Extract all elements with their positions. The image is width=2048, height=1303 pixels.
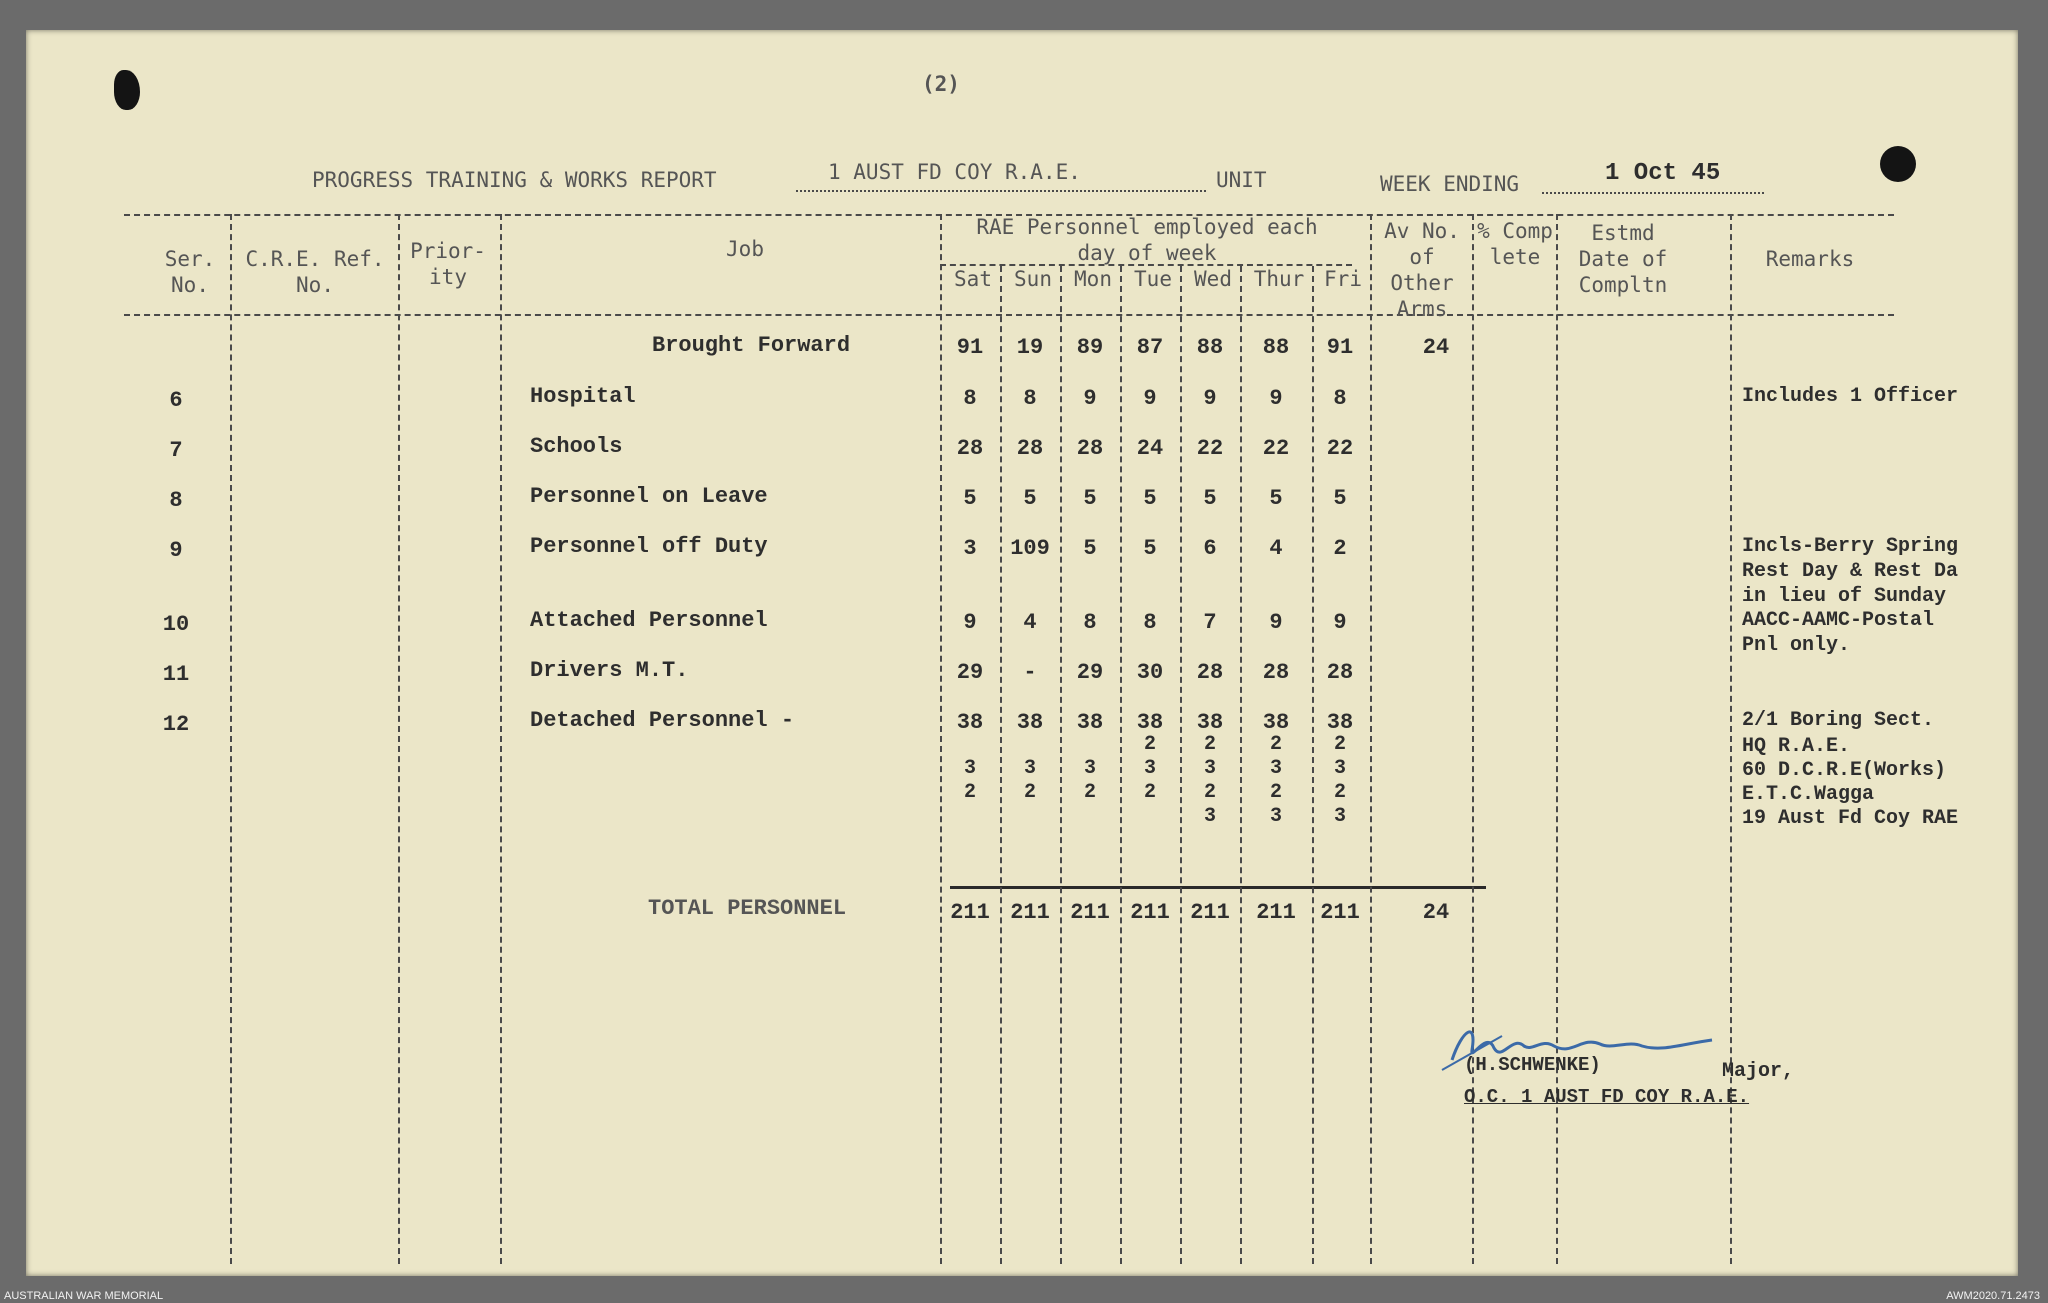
detached-day-value: 2 <box>1333 781 1346 804</box>
col-header-day: Mon <box>1074 267 1112 291</box>
col-header-rae: RAE Personnel employed each day of week <box>976 215 1318 265</box>
detached-day-value: 3 <box>1269 757 1282 780</box>
total-av: 24 <box>1422 900 1450 925</box>
row-day-value: 28 <box>1326 660 1354 685</box>
col-header-remarks: Remarks <box>1765 247 1855 271</box>
report-unit-name: 1 AUST FD COY R.A.E. <box>828 160 1081 184</box>
col-header-est: Estmd Date of Compltn <box>1578 221 1668 297</box>
col-line-mon <box>1060 266 1062 1264</box>
total-day-value: 211 <box>1010 900 1050 925</box>
row-day-value: 9 <box>963 610 977 635</box>
row-day-value: 5 <box>1083 486 1097 511</box>
detached-remark: 19 Aust Fd Coy RAE <box>1742 807 1959 830</box>
row-day-value: 5 <box>1143 536 1157 561</box>
detached-day-value: 3 <box>1023 757 1036 780</box>
brought-forward-day-value: 89 <box>1076 335 1104 360</box>
detached-day-value: 3 <box>1333 805 1346 828</box>
signature-rank: Major, <box>1722 1060 1795 1083</box>
detached-day-value: 2 <box>1143 781 1156 804</box>
detached-day-value: 3 <box>1269 805 1282 828</box>
row-day-value: - <box>1023 660 1037 685</box>
col-line-priority <box>398 214 400 1264</box>
row-day-value: 2 <box>1333 536 1347 561</box>
row-day-value: 38 <box>1262 710 1290 735</box>
report-week-label: WEEK ENDING <box>1380 172 1520 196</box>
row-day-value: 30 <box>1136 660 1164 685</box>
row-day-value: 109 <box>1010 536 1050 561</box>
total-day-value: 211 <box>1320 900 1360 925</box>
row-job: Attached Personnel <box>530 608 768 633</box>
row-day-value: 8 <box>1333 386 1347 411</box>
col-header-av: Av No. of Other Arms <box>1384 219 1460 321</box>
row-day-value: 29 <box>1076 660 1104 685</box>
row-day-value: 5 <box>1023 486 1037 511</box>
detached-day-value: 2 <box>1333 733 1346 756</box>
row-ser-no: 9 <box>169 538 183 563</box>
detached-day-value: 2 <box>1203 781 1216 804</box>
brought-forward-day-value: 91 <box>1326 335 1354 360</box>
row-day-value: 9 <box>1269 610 1283 635</box>
detached-remark: 60 D.C.R.E(Works) <box>1742 759 1947 782</box>
brought-forward-label: Brought Forward <box>652 333 851 358</box>
detached-day-value: 2 <box>1083 781 1096 804</box>
col-header-day: Fri <box>1324 267 1362 291</box>
detached-day-value: 3 <box>1143 757 1156 780</box>
row-day-value: 5 <box>963 486 977 511</box>
detached-day-value: 3 <box>1203 805 1216 828</box>
row-day-value: 5 <box>1083 536 1097 561</box>
row-day-value: 9 <box>1143 386 1157 411</box>
row-day-value: 9 <box>1333 610 1347 635</box>
brought-forward-av: 24 <box>1422 335 1450 360</box>
footer-right: AWM2020.71.2473 <box>1946 1290 2040 1302</box>
detached-remark: E.T.C.Wagga <box>1742 783 1875 806</box>
col-header-day: Sun <box>1014 267 1052 291</box>
row-ser-no: 8 <box>169 488 183 513</box>
row-day-value: 22 <box>1196 436 1224 461</box>
col-line-cre <box>230 214 232 1264</box>
week-dots <box>1542 192 1764 194</box>
row-day-value: 29 <box>956 660 984 685</box>
signature-name: (H.SCHWENKE) <box>1464 1054 1601 1076</box>
row-day-value: 8 <box>963 386 977 411</box>
row-day-value: 38 <box>1196 710 1224 735</box>
row-day-value: 28 <box>1262 660 1290 685</box>
title-dots <box>796 190 1206 192</box>
row-day-value: 8 <box>1023 386 1037 411</box>
row-day-value: 28 <box>956 436 984 461</box>
row-day-value: 38 <box>1016 710 1044 735</box>
row-day-value: 38 <box>956 710 984 735</box>
row-remark: Includes 1 Officer <box>1742 385 1959 408</box>
punch-hole <box>1880 146 1916 182</box>
row-remark: 2/1 Boring Sect. <box>1742 709 1935 732</box>
brought-forward-day-value: 19 <box>1016 335 1044 360</box>
row-job: Detached Personnel - <box>530 708 795 733</box>
brought-forward-day-value: 88 <box>1262 335 1290 360</box>
row-day-value: 6 <box>1203 536 1217 561</box>
row-job: Hospital <box>530 384 636 409</box>
col-header-ser: Ser. No. <box>164 247 216 297</box>
row-day-value: 5 <box>1269 486 1283 511</box>
row-day-value: 28 <box>1076 436 1104 461</box>
row-job: Schools <box>530 434 623 459</box>
row-day-value: 38 <box>1326 710 1354 735</box>
row-day-value: 22 <box>1326 436 1354 461</box>
row-day-value: 22 <box>1262 436 1290 461</box>
col-line-wed <box>1180 266 1182 1264</box>
footer-left: AUSTRALIAN WAR MEMORIAL <box>4 1290 164 1302</box>
detached-day-value: 3 <box>963 757 976 780</box>
row-day-value: 4 <box>1269 536 1283 561</box>
total-day-value: 211 <box>1130 900 1170 925</box>
row-day-value: 24 <box>1136 436 1164 461</box>
col-header-pct: % Comp lete <box>1477 219 1553 269</box>
total-day-value: 211 <box>950 900 990 925</box>
col-line-job <box>500 214 502 1264</box>
total-rule <box>950 886 1486 889</box>
total-label: TOTAL PERSONNEL <box>648 896 847 921</box>
col-line-av <box>1370 214 1372 1264</box>
row-day-value: 8 <box>1143 610 1157 635</box>
signature-position: O.C. 1 AUST FD COY R.A.E. <box>1464 1086 1750 1108</box>
row-day-value: 9 <box>1269 386 1283 411</box>
col-line-sat <box>940 214 942 1264</box>
row-ser-no: 12 <box>162 712 190 737</box>
row-job: Drivers M.T. <box>530 658 689 683</box>
row-remark: in lieu of Sunday <box>1742 585 1947 608</box>
detached-day-value: 3 <box>1203 757 1216 780</box>
row-day-value: 8 <box>1083 610 1097 635</box>
row-day-value: 9 <box>1083 386 1097 411</box>
row-job: Personnel on Leave <box>530 484 768 509</box>
row-day-value: 38 <box>1076 710 1104 735</box>
detached-day-value: 2 <box>1023 781 1036 804</box>
total-day-value: 211 <box>1190 900 1230 925</box>
row-remark: AACC-AAMC-Postal <box>1742 609 1935 632</box>
col-line-tue <box>1120 266 1122 1264</box>
row-ser-no: 10 <box>162 612 190 637</box>
row-day-value: 28 <box>1196 660 1224 685</box>
header-bottom-line <box>124 314 1894 316</box>
torn-corner <box>114 70 140 110</box>
col-header-cre: C.R.E. Ref. No. <box>245 247 385 297</box>
report-title: PROGRESS TRAINING & WORKS REPORT <box>312 168 717 192</box>
total-day-value: 211 <box>1256 900 1296 925</box>
detached-day-value: 2 <box>963 781 976 804</box>
row-remark: Rest Day & Rest Da <box>1742 560 1959 583</box>
brought-forward-day-value: 91 <box>956 335 984 360</box>
col-header-day: Sat <box>954 267 992 291</box>
col-header-day: Thur <box>1253 267 1305 291</box>
total-day-value: 211 <box>1070 900 1110 925</box>
row-day-value: 3 <box>963 536 977 561</box>
brought-forward-day-value: 87 <box>1136 335 1164 360</box>
row-remark: Incls-Berry Spring <box>1742 535 1959 558</box>
row-ser-no: 11 <box>162 662 190 687</box>
row-day-value: 28 <box>1016 436 1044 461</box>
col-line-fri <box>1312 266 1314 1264</box>
detached-remark: HQ R.A.E. <box>1742 735 1851 758</box>
page-number: (2) <box>922 72 960 96</box>
row-remark: Pnl only. <box>1742 634 1851 657</box>
row-day-value: 38 <box>1136 710 1164 735</box>
row-day-value: 7 <box>1203 610 1217 635</box>
detached-day-value: 3 <box>1083 757 1096 780</box>
report-unit-label: UNIT <box>1216 168 1267 192</box>
row-day-value: 5 <box>1203 486 1217 511</box>
row-ser-no: 7 <box>169 438 183 463</box>
detached-day-value: 2 <box>1269 781 1282 804</box>
col-header-day: Tue <box>1134 267 1172 291</box>
col-line-thur <box>1240 266 1242 1264</box>
row-day-value: 9 <box>1203 386 1217 411</box>
row-day-value: 5 <box>1333 486 1347 511</box>
detached-day-value: 3 <box>1333 757 1346 780</box>
report-week-value: 1 Oct 45 <box>1605 160 1721 187</box>
detached-day-value: 2 <box>1269 733 1282 756</box>
col-line-sun <box>1000 266 1002 1264</box>
row-ser-no: 6 <box>169 388 183 413</box>
brought-forward-day-value: 88 <box>1196 335 1224 360</box>
row-job: Personnel off Duty <box>530 534 768 559</box>
row-day-value: 5 <box>1143 486 1157 511</box>
detached-day-value: 2 <box>1203 733 1216 756</box>
col-header-priority: Prior- ity <box>410 239 486 289</box>
detached-day-value: 2 <box>1143 733 1156 756</box>
row-day-value: 4 <box>1023 610 1037 635</box>
col-header-day: Wed <box>1194 267 1232 291</box>
col-header-job: Job <box>726 237 764 261</box>
